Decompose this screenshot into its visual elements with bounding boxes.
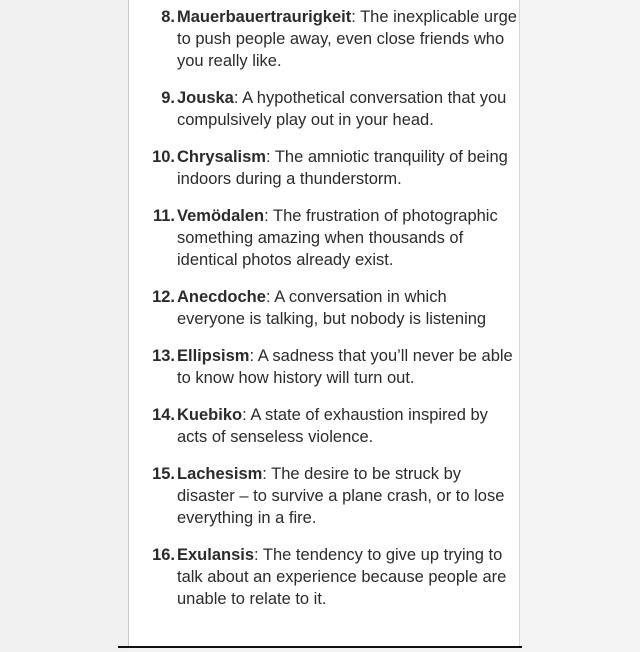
item-number: 13. <box>152 347 175 365</box>
item-number: 16. <box>152 546 175 564</box>
item-number: 14. <box>152 406 175 424</box>
item-definition: : The frustration of photographic something amazing when thousands of identical photos already exist. <box>177 207 498 269</box>
item-definition: : The amniotic tranquility of being indoors during a thunderstorm. <box>177 148 508 188</box>
item-number: 12. <box>152 288 175 306</box>
item-term: Anecdoche <box>177 288 266 306</box>
right-margin <box>519 0 640 652</box>
list-item-10 <box>145 146 519 190</box>
list-item-15 <box>145 463 519 529</box>
item-term: Chrysalism <box>177 148 266 166</box>
list-item-9 <box>145 87 519 131</box>
word-definition-list <box>145 6 519 625</box>
item-definition: : The tendency to give up trying to talk about an experience because people are unable to relate to it. <box>177 546 507 608</box>
list-item-12 <box>145 286 519 330</box>
bottom-divider <box>118 646 522 648</box>
item-number: 9. <box>161 89 175 107</box>
item-term: Exulansis <box>177 546 255 564</box>
item-number: 8. <box>161 8 175 26</box>
item-term: Jouska <box>177 89 234 107</box>
item-definition: : A conversation in which everyone is talking, but nobody is listening <box>177 288 487 328</box>
item-term: Ellipsism <box>177 347 250 365</box>
item-number: 10. <box>152 148 175 166</box>
item-number: 15. <box>152 465 175 483</box>
item-term: Mauerbauertraurigkeit <box>177 8 352 26</box>
item-definition: : A hypothetical conversation that you compulsively play out in your head. <box>177 89 507 129</box>
list-item-14 <box>145 404 519 448</box>
list-item-13 <box>145 345 519 389</box>
item-term: Lachesism <box>177 465 263 483</box>
item-definition: : The inexplicable urge to push people away, even close friends who you really like. <box>177 8 517 70</box>
item-term: Kuebiko <box>177 406 243 424</box>
item-definition: : A sadness that you’ll never be able to know how history will turn out. <box>177 347 513 387</box>
item-number: 11. <box>152 207 175 225</box>
list-item-8 <box>145 6 519 72</box>
list-item-11 <box>145 205 519 271</box>
item-definition: : The desire to be struck by disaster – to survive a plane crash, or to lose everything in a fire. <box>177 465 505 527</box>
item-term: Vemödalen <box>177 207 265 225</box>
document-page <box>128 0 520 646</box>
list-item-16 <box>145 544 519 610</box>
left-margin <box>0 0 128 652</box>
item-definition: : A state of exhaustion inspired by acts of senseless violence. <box>177 406 488 446</box>
